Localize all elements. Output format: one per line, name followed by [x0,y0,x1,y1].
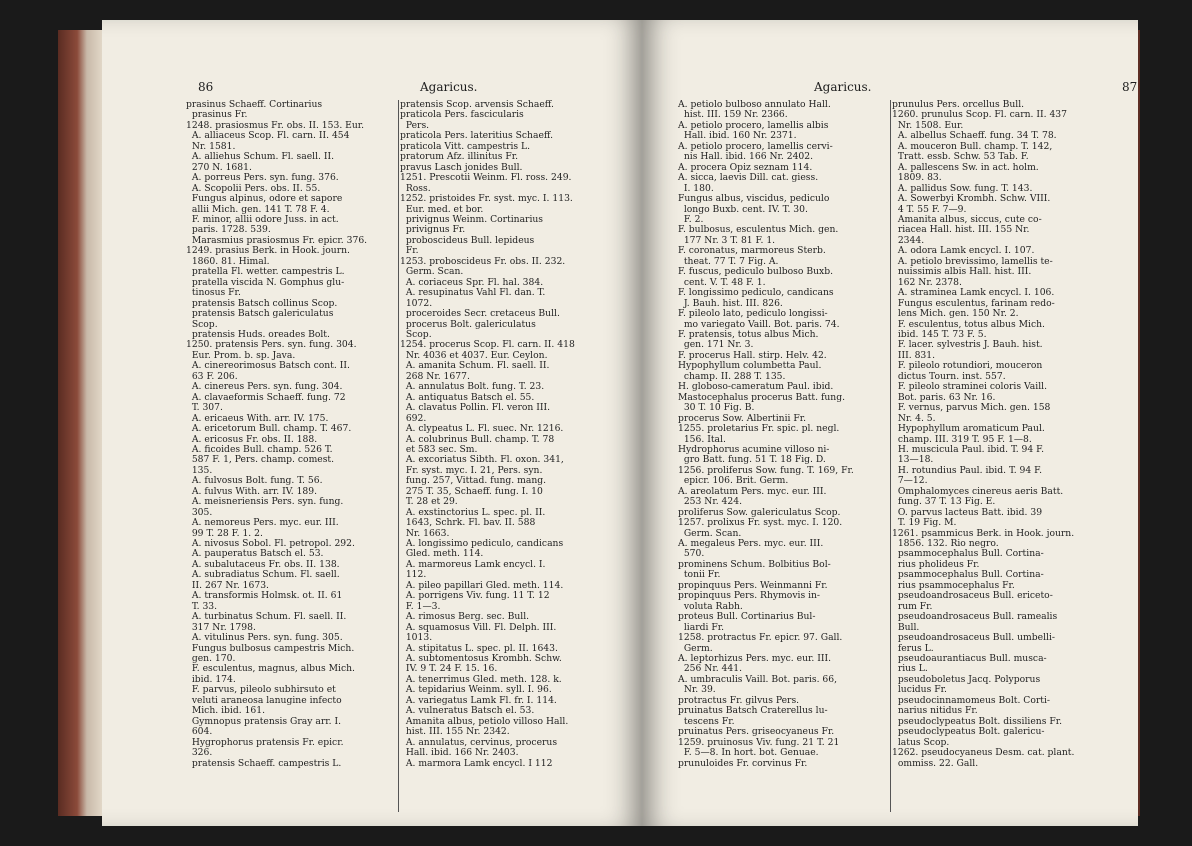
text-line: Marasmius prasiosmus Fr. epicr. 376. [186,234,368,246]
text-line: pseudoboletus Jacq. Polyporus [892,673,1041,685]
text-line: T. 28 et 29. [400,496,458,508]
text-line: hist. III. 155 Nr. 2342. [400,726,510,738]
text-line: 7—12. [892,475,928,487]
text-line: II. 267 Nr. 1673. [186,579,269,591]
text-line: 135. [186,464,213,476]
text-line: prunulus Pers. orcellus Bull. [892,99,1025,110]
text-line: rius pholideus Fr. [892,558,980,570]
text-line: Germ. [678,642,713,654]
text-line: 305. [186,506,213,518]
text-line: psammocephalus Bull. Cortina- [892,569,1044,581]
text-line: propinquus Pers. Weinmanni Fr. [678,579,828,591]
text-line: A. procera Opiz seznam 114. [678,161,813,173]
text-line: procerus Sow. Albertinii Fr. [678,412,807,424]
text-line: Mastocephalus procerus Batt. fung. [678,391,845,403]
text-line: pratensis Batsch collinus Scop. [186,297,338,309]
text-line: A. ericetorum Bull. champ. T. 467. [186,423,352,435]
text-line: Nr. 1663. [400,527,450,539]
text-line: A. nemoreus Pers. myc. eur. III. [186,517,339,529]
text-line: A. annulatus, cervinus, procerus [400,736,558,748]
text-line: pseudoandrosaceus Bull. umbelli- [892,632,1055,644]
text-line: 1261. psammicus Berk. in Hook. journ. [892,527,1075,539]
text-line: allii Mich. gen. 141 T. 78 F. 4. [186,203,330,215]
text-line: Nr. 1581. [186,140,236,152]
text-line: pseudoclypeatus Bolt. galericu- [892,726,1045,738]
text-line: A. variegatus Lamk Fl. fr. I. 114. [400,694,557,706]
left-columns [186,100,600,769]
text-line: A. alliaceus Scop. Fl. carn. II. 454 [186,130,350,142]
text-line: A. mouceron Bull. champ. T. 142, [892,140,1053,152]
text-line: A. porrigens Viv. fung. 11 T. 12 [400,590,550,602]
text-line: Hypophyllum aromaticum Paul. [892,423,1045,435]
text-line: tinosus Fr. [186,287,241,299]
text-line: III. 831. [892,349,936,361]
text-line: 268 Nr. 1677. [400,370,470,382]
text-line: A. fulvosus Bolt. fung. T. 56. [186,475,323,487]
text-line: Germ. Scan. [678,527,742,539]
text-line: et 583 sec. Sm. [400,443,478,455]
text-line: procerus Bolt. galericulatus [400,318,536,330]
text-line: fung. 37 T. 13 Fig. E. [892,496,996,508]
text-line: F. procerus Hall. stirp. Helv. 42. [678,349,827,361]
text-line: 177 Nr. 3 T. 81 F. 1. [678,234,776,246]
text-line: pratensis Batsch galericulatus [186,308,334,320]
text-line: 1253. proboscideus Fr. obs. II. 232. [400,255,566,267]
text-line: F. pratensis, totus albus Mich. [678,328,819,340]
text-line: Nr. 4036 et 4037. Eur. Ceylon. [400,349,548,361]
text-line: A. subtomentosus Krombh. Schw. [400,653,562,665]
text-line: 1255. proletarius Fr. spic. pl. negl. [678,423,840,435]
right-running-head: Agaricus. [814,80,872,94]
text-line: 1258. protractus Fr. epicr. 97. Gall. [678,632,843,644]
text-line: riacea Hall. hist. III. 155 Nr. [892,224,1030,236]
text-line: tescens Fr. [678,715,735,727]
text-line: champ. II. 288 T. 135. [678,370,786,382]
text-line: Amanita albus, petiolo villoso Hall. [400,715,569,727]
text-line: Hygrophorus pratensis Fr. epicr. [186,736,344,748]
left-page [102,20,642,826]
text-line: F. pileolo rotundiori, mouceron [892,360,1043,372]
text-line: T. 33. [186,600,218,612]
text-line: paris. 1728. 539. [186,224,271,236]
text-line: 1643, Schrk. Fl. bav. II. 588 [400,517,536,529]
text-line: 63 F. 206. [186,370,238,382]
text-line: praticola Pers. lateritius Schaeff. [400,130,553,142]
right-columns [678,100,1092,769]
text-line: gen. 170. [186,653,236,665]
text-line: proceroides Secr. cretaceus Bull. [400,308,560,320]
text-line: A. pallidus Sow. fung. T. 143. [892,182,1033,194]
text-line: Pers. [400,119,430,131]
text-line: Fungus bulbosus campestris Mich. [186,642,355,654]
text-line: F. esculentus, magnus, albus Mich. [186,663,355,675]
text-line: psammocephalus Bull. Cortina- [892,548,1044,560]
text-line: A. vitulinus Pers. syn. fung. 305. [186,632,343,644]
text-line: 1256. proliferus Sow. fung. T. 169, Fr. [678,464,854,476]
text-line: Amanita albus, siccus, cute co- [892,213,1042,225]
text-line: praticola Vitt. campestris L. [400,140,531,152]
text-line: ibid. 174. [186,673,236,685]
text-line: F. longissimo pediculo, candicans [678,287,834,299]
text-line: 99 T. 28 F. 1. 2. [186,527,263,539]
text-line: A. alliehus Schum. Fl. saell. II. [186,151,335,163]
text-line: A. longissimo pediculo, candicans [400,538,564,550]
text-line: Eur. med. et bor. [400,203,484,215]
text-line: A. antiquatus Batsch el. 55. [400,391,535,403]
right-column-2 [892,100,1092,769]
text-line: Gled. meth. 114. [400,548,484,560]
text-line: F. 2. [678,213,704,225]
text-line: H. globoso-cameratum Paul. ibid. [678,381,834,393]
text-line: Fungus alpinus, odore et sapore [186,193,343,205]
text-line: voluta Rabh. [678,600,743,612]
text-line: latus Scop. [892,736,950,748]
text-line: A. pallescens Sw. in act. holm. [892,161,1039,173]
text-line: A. leptorhizus Pers. myc. eur. III. [678,653,832,665]
text-line: 326. [186,747,213,759]
text-line: F. pileolo straminei coloris Vaill. [892,381,1047,393]
text-line: A. clypeatus L. Fl. suec. Nr. 1216. [400,423,564,435]
text-line: A. nivosus Sobol. Fl. petropol. 292. [186,538,355,550]
text-line: pratensis Schaeff. campestris L. [186,757,342,769]
text-line: A. umbraculis Vaill. Bot. paris. 66, [678,673,838,685]
text-line: Fr. syst. myc. I. 21, Pers. syn. [400,464,543,476]
text-line: prasinus Fr. [186,109,248,121]
text-line: veluti araneosa lanugine infecto [186,694,342,706]
text-line: rius L. [892,663,928,675]
text-line: liardi Fr. [678,621,725,633]
text-line: 1248. prasiosmus Fr. obs. II. 153. Eur. [186,119,365,131]
text-line: pseudoaurantiacus Bull. musca- [892,653,1047,665]
text-line: J. Bauh. hist. III. 826. [678,297,783,309]
text-line: A. areolatum Pers. myc. eur. III. [678,485,827,497]
text-line: Fungus esculentus, farinam redo- [892,297,1055,309]
text-line: A. tenerrimus Gled. meth. 128. k. [400,673,562,685]
text-line: tonii Fr. [678,569,721,581]
text-line: lucidus Fr. [892,684,947,696]
text-line: A. vulneratus Batsch el. 53. [400,705,535,717]
text-line: A. subradiatus Schum. Fl. saell. [186,569,340,581]
text-line: prominens Schum. Bolbitius Bol- [678,558,831,570]
text-line: narius nitidus Fr. [892,705,978,717]
text-line: 692. [400,412,427,424]
text-line: cent. V. T. 48 F. 1. [678,276,766,288]
text-line: pseudoandrosaceus Bull. ericeto- [892,590,1053,602]
text-line: pseudoandrosaceus Bull. ramealis [892,611,1058,623]
text-line: protractus Fr. gilvus Pers. [678,694,800,706]
text-line: 1013. [400,632,433,644]
text-line: F. parvus, pileolo subhirsuto et [186,684,336,696]
text-line: Mich. ibid. 161. [186,705,266,717]
text-line: prasinus Schaeff. Cortinarius [186,99,323,110]
text-line: pseudocinnamomeus Bolt. Corti- [892,694,1050,706]
text-line: 1257. prolixus Fr. syst. myc. I. 120. [678,517,843,529]
text-line: Germ. Scan. [400,266,464,278]
text-line: 1260. prunulus Scop. Fl. carn. II. 437 [892,109,1067,121]
text-line: Gymnopus pratensis Gray arr. I. [186,715,342,727]
text-line: 317 Nr. 1798. [186,621,256,633]
text-line: Fr. [400,245,419,257]
text-line: rum Fr. [892,600,933,612]
text-line: A. resupinatus Vahl Fl. dan. T. [400,287,546,299]
text-line: Fungus albus, viscidus, pediculo [678,193,830,205]
text-line: A. albellus Schaeff. fung. 34 T. 78. [892,130,1057,142]
text-line: 162 Nr. 2378. [892,276,962,288]
text-line: Nr. 4. 5. [892,412,936,424]
text-line: pruinatus Pers. griseocyaneus Fr. [678,726,835,738]
text-line: Hydrophorus acumine villoso ni- [678,443,830,455]
text-line: A. exstinctorius L. spec. pl. II. [400,506,546,518]
text-line: 1259. pruinosus Viv. fung. 21 T. 21 [678,736,840,748]
text-line: ferus L. [892,642,934,654]
text-line: A. pileo papillari Gled. meth. 114. [400,579,564,591]
text-line: A. annulatus Bolt. fung. T. 23. [400,381,545,393]
text-line: pseudoclypeatus Bolt. dissiliens Fr. [892,715,1063,727]
text-line: privignus Fr. [400,224,466,236]
text-line: 4 T. 55 F. 7—9. [892,203,967,215]
text-line: F. 5—8. In hort. bot. Genuae. [678,747,819,759]
text-line: nis Hall. ibid. 166 Nr. 2402. [678,151,814,163]
text-line: A. squamosus Vill. Fl. Delph. III. [400,621,557,633]
text-line: A. subalutaceus Fr. obs. II. 138. [186,558,340,570]
text-line: Scop. [186,318,218,330]
text-line: A. cinereus Pers. syn. fung. 304. [186,381,343,393]
text-line: A. ficoides Bull. champ. 526 T. [186,443,333,455]
text-line: 30 T. 10 Fig. B. [678,402,755,414]
text-line: Bull. [892,621,920,633]
left-page-number: 86 [198,80,214,94]
text-line: A. petiolo brevissimo, lamellis te- [892,255,1053,267]
text-line: 1251. Prescotii Weinm. Fl. ross. 249. [400,172,572,184]
text-line: 1250. pratensis Pers. syn. fung. 304. [186,339,357,351]
text-line: gro Batt. fung. 51 T. 18 Fig. D. [678,454,826,466]
text-line: praticola Pers. fascicularis [400,109,524,121]
text-line: A. pauperatus Batsch el. 53. [186,548,324,560]
text-line: 1252. pristoides Fr. syst. myc. I. 113. [400,193,573,205]
text-line: T. 19 Fig. M. [892,517,957,529]
text-line: A. sicca, laevis Dill. cat. giess. [678,172,819,184]
text-line: A. coriaceus Spr. Fl. hal. 384. [400,276,544,288]
text-line: privignus Weinm. Cortinarius [400,213,544,225]
text-line: A. megaleus Pers. myc. eur. III. [678,538,824,550]
text-line: lens Mich. gen. 150 Nr. 2. [892,308,1019,320]
text-line: 275 T. 35, Schaeff. fung. I. 10 [400,485,543,497]
text-line: ibid. 145 T. 73 F. 5. [892,328,987,340]
text-line: A. transformis Holmsk. ot. II. 61 [186,590,343,602]
text-line: T. 307. [186,402,223,414]
text-line: 604. [186,726,213,738]
text-line: F. coronatus, marmoreus Sterb. [678,245,826,257]
text-line: F. minor, allii odore Juss. in act. [186,213,339,225]
text-line: H. rotundius Paul. ibid. T. 94 F. [892,464,1043,476]
text-line: 156. Ital. [678,433,726,445]
text-line: 570. [678,548,705,560]
right-page [642,20,1138,826]
text-line: Eur. Prom. b. sp. Java. [186,349,296,361]
left-column-2 [400,100,600,769]
text-line: ommiss. 22. Gall. [892,757,979,769]
text-line: A. cinereorimosus Batsch cont. II. [186,360,350,372]
text-line: 1254. procerus Scop. Fl. carn. II. 418 [400,339,575,351]
text-line: A. excoriatus Sibth. Fl. oxon. 341, [400,454,564,466]
text-line: A. ericaeus With. arr. IV. 175. [186,412,329,424]
text-line: 13—18. [892,454,934,466]
text-line: pruinatus Batsch Craterellus lu- [678,705,828,717]
left-running-head: Agaricus. [420,80,478,94]
text-line: 1856. 132. Rio negro. [892,538,999,550]
text-line: A. Sowerbyi Krombh. Schw. VIII. [892,193,1051,205]
text-line: Ross. [400,182,431,194]
text-line: A. fulvus With. arr. IV. 189. [186,485,318,497]
text-line: 1860. 81. Himal. [186,255,270,267]
text-line: O. parvus lacteus Batt. ibid. 39 [892,506,1043,518]
text-line: A. petiolo bulboso annulato Hall. [678,99,831,110]
text-line: A. clavaeformis Schaeff. fung. 72 [186,391,346,403]
text-line: pratorum Afz. illinitus Fr. [400,151,519,163]
text-line: hist. III. 159 Nr. 2366. [678,109,788,121]
text-line: proboscideus Bull. lepideus [400,234,535,246]
text-line: Nr. 39. [678,684,716,696]
text-line: F. bulbosus, esculentus Mich. gen. [678,224,839,236]
right-column-1 [678,100,880,769]
text-line: A. colubrinus Bull. champ. T. 78 [400,433,555,445]
text-line: A. petiolo procero, lamellis albis [678,119,829,131]
text-line: F. vernus, parvus Mich. gen. 158 [892,402,1051,414]
text-line: A. marmoreus Lamk encycl. I. [400,558,546,570]
text-line: Hall. ibid. 160 Nr. 2371. [678,130,797,142]
open-book [58,20,1140,826]
text-line: prunuloides Fr. corvinus Fr. [678,757,808,769]
text-line: pratella viscida N. Gomphus glu- [186,276,345,288]
text-line: Nr. 1508. Eur. [892,119,964,131]
text-line: fung. 257, Vittad. fung. mang. [400,475,547,487]
text-line: A. clavatus Pollin. Fl. veron III. [400,402,551,414]
text-line: A. turbinatus Schum. Fl. saell. II. [186,611,347,623]
text-line: propinquus Pers. Rhymovis in- [678,590,821,602]
text-line: pravus Lasch jonides Bull. [400,161,523,173]
text-line: pratella Fl. wetter. campestris L. [186,266,345,278]
text-line: proteus Bull. Cortinarius Bul- [678,611,816,623]
text-line: A. petiolo procero, lamellis cervi- [678,140,833,152]
text-line: Tratt. essb. Schw. 53 Tab. F. [892,151,1029,163]
text-line: 112. [400,569,427,581]
text-line: A. meisneriensis Pers. syn. fung. [186,496,344,508]
text-line: 256 Nr. 441. [678,663,743,675]
text-line: proliferus Sow. galericulatus Scop. [678,506,841,518]
text-line: 1072. [400,297,433,309]
text-line: champ. III. 319 T. 95 F. 1—8. [892,433,1032,445]
text-line: F. fuscus, pediculo bulboso Buxb. [678,266,833,278]
text-line: gen. 171 Nr. 3. [678,339,754,351]
text-line: F. lacer. sylvestris J. Bauh. hist. [892,339,1043,351]
text-line: 253 Nr. 424. [678,496,743,508]
text-line: dictus Tourn. inst. 557. [892,370,1006,382]
book-edge-left [58,30,106,816]
text-line: A. tepidarius Weinm. syll. I. 96. [400,684,552,696]
text-line: A. porreus Pers. syn. fung. 376. [186,172,339,184]
text-line: 1262. pseudocyaneus Desm. cat. plant. [892,747,1075,759]
text-line: IV. 9 T. 24 F. 15. 16. [400,663,498,675]
text-line: A. rimosus Berg. sec. Bull. [400,611,530,623]
left-column-1 [186,100,388,769]
text-line: 2344. [892,234,925,246]
text-line: mo variegato Vaill. Bot. paris. 74. [678,318,840,330]
text-line: A. ericosus Fr. obs. II. 188. [186,433,318,445]
text-line: Hypophyllum columbetta Paul. [678,360,822,372]
text-line: A. stipitatus L. spec. pl. II. 1643. [400,642,558,654]
text-line: F. 1—3. [400,600,441,612]
text-line: theat. 77 T. 7 Fig. A. [678,255,779,267]
text-line: 587 F. 1, Pers. champ. comest. [186,454,335,466]
text-line: epicr. 106. Brit. Germ. [678,475,789,487]
text-line: Bot. paris. 63 Nr. 16. [892,391,996,403]
text-line: A. amanita Schum. Fl. saell. II. [400,360,550,372]
text-line: F. pileolo lato, pediculo longissi- [678,308,828,320]
text-line: Hall. ibid. 166 Nr. 2403. [400,747,519,759]
text-line: F. esculentus, totus albus Mich. [892,318,1045,330]
text-line: pratensis Scop. arvensis Schaeff. [400,99,554,110]
text-line: rius psammocephalus Fr. [892,579,1015,591]
text-line: A. marmora Lamk encycl. I 112 [400,757,553,769]
text-line: H. muscicula Paul. ibid. T. 94 F. [892,443,1045,455]
text-line: Scop. [400,328,432,340]
text-line: 1809. 83. [892,172,942,184]
text-line: longo Buxb. cent. IV. T. 30. [678,203,808,215]
right-page-number: 87 [1122,80,1138,94]
text-line: Omphalomyces cinereus aeris Batt. [892,485,1064,497]
text-line: I. 180. [678,182,714,194]
text-line: 1249. prasius Berk. in Hook. journ. [186,245,350,257]
text-line: pratensis Huds. oreades Bolt. [186,328,330,340]
text-line: A. straminea Lamk encycl. I. 106. [892,287,1055,299]
text-line: A. Scopolii Pers. obs. II. 55. [186,182,321,194]
text-line: A. odora Lamk encycl. I. 107. [892,245,1035,257]
text-line: nuissimis albis Hall. hist. III. [892,266,1032,278]
text-line: 270 N. 1681. [186,161,252,173]
